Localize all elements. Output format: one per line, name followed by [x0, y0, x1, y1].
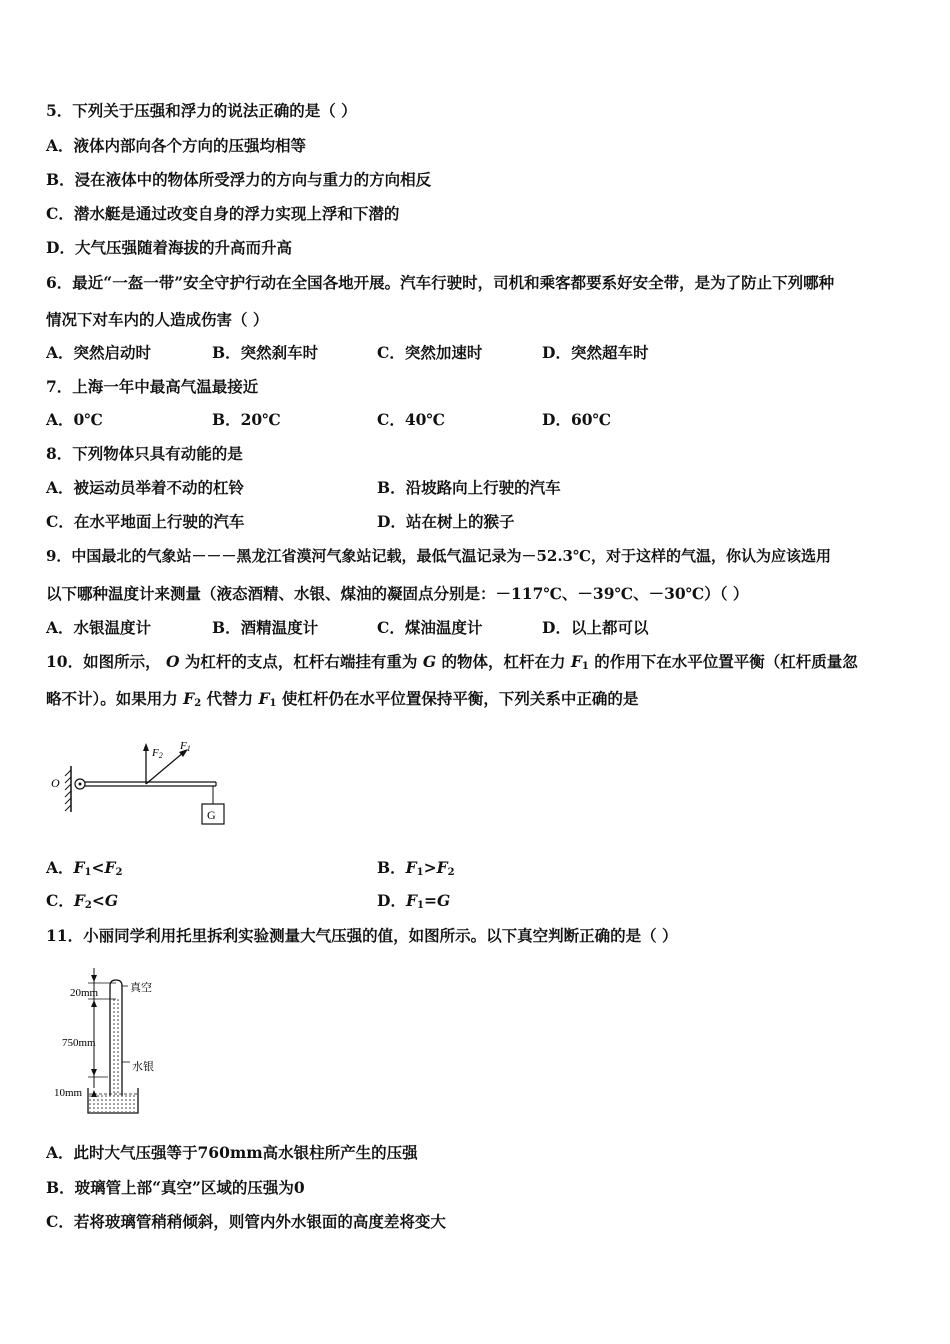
label-g: G [207, 808, 216, 822]
opt-var: F [104, 858, 116, 877]
q8-option-a: A．被运动员举着不动的杠铃 [46, 478, 245, 497]
label-750mm: 750mm [62, 1037, 96, 1049]
q10-option-a [46, 858, 123, 883]
opt-sub: 1 [416, 867, 424, 878]
label-10mm: 10mm [54, 1087, 83, 1099]
q7-option-a: A．0℃ [46, 410, 103, 429]
q10-var-g: G [422, 652, 437, 671]
q6-stem-line2: 情况下对车内的人造成伤害（ ） [46, 310, 269, 329]
q10-option-c [46, 891, 118, 916]
opt-rel: < [91, 891, 105, 910]
q10-var-f1b: F [258, 689, 270, 708]
q10-var-o: O [165, 652, 180, 671]
q5-stem: 5．下列关于压强和浮力的说法正确的是（ ） [46, 101, 357, 120]
q11-option-c: C．若将玻璃管稍稍倾斜，则管内外水银面的高度差将变大 [46, 1212, 446, 1231]
q7-option-d: D．60℃ [542, 410, 612, 429]
torricelli-diagram [48, 966, 178, 1126]
q8-option-d: D．站在树上的猴子 [377, 512, 515, 531]
q7-option-c: C．40℃ [377, 410, 445, 429]
q10-text-b: 为杠杆的支点，杠杆右端挂有重为 [184, 652, 418, 671]
opt-rel: = [423, 891, 437, 910]
q11-stem: 11．小丽同学利用托里拆利实验测量大气压强的值，如图所示。以下真空判断正确的是（ ） [46, 926, 678, 945]
arrow-mid-up [91, 1000, 97, 1007]
q11-option-a: A．此时大气压强等于760mm高水银柱所产生的压强 [46, 1143, 418, 1162]
arrow-f2-head [143, 743, 149, 751]
opt-var: F [73, 858, 85, 877]
q10-var-f1: F [570, 652, 582, 671]
q6-option-c: C．突然加速时 [377, 343, 483, 362]
q9-option-a: A．水银温度计 [46, 618, 152, 637]
q6-stem-line1: 6．最近“一盔一带”安全守护行动在全国各地开展。汽车行驶时，司机和乘客都要系好安全带，是为了防止下列哪种 [46, 273, 835, 292]
q5-option-c: C．潜水艇是通过改变自身的浮力实现上浮和下潜的 [46, 204, 400, 223]
label-mercury: 水银 [132, 1061, 154, 1073]
q8-option-c: C．在水平地面上行驶的汽车 [46, 512, 245, 531]
q6-option-b: B．突然刹车时 [212, 343, 319, 362]
lever-diagram [46, 734, 246, 834]
opt-sub: 1 [84, 867, 92, 878]
q10-text-a: 10．如图所示， [46, 652, 161, 671]
q5-option-d: D．大气压强随着海拔的升高而升高 [46, 238, 292, 257]
opt-var: F [405, 891, 417, 910]
q7-option-b: B．20℃ [212, 410, 281, 429]
opt-var: G [436, 891, 451, 910]
wall-hatch [65, 770, 71, 811]
q8-option-b: B．沿坡路向上行驶的汽车 [377, 478, 561, 497]
q9-stem-line1: 9．中国最北的气象站－－－黑龙江省漠河气象站记载，最低气温记录为－52.3℃，对于这样的气温，你认为应该选用 [46, 547, 831, 565]
q10-stem-line2 [46, 689, 638, 714]
arrow-mid-down [91, 1069, 97, 1076]
torricelli-figure [48, 966, 178, 1126]
opt-var: F [405, 858, 417, 877]
q10-sub-1: 1 [581, 661, 589, 672]
opt-letter: B． [377, 858, 406, 877]
q10-sub-1b: 1 [269, 698, 277, 709]
pivot-dot [79, 783, 82, 786]
opt-rel: < [91, 858, 105, 877]
q10-text-g: 使杠杆仍在水平位置保持平衡，下列关系中正确的是 [281, 689, 639, 708]
arrow-top [91, 975, 97, 982]
q5-option-a: A．液体内部向各个方向的压强均相等 [46, 136, 307, 155]
opt-var: F [73, 891, 85, 910]
q9-option-b: B．酒精温度计 [212, 618, 319, 637]
opt-letter: A． [46, 858, 74, 877]
opt-sub: 2 [84, 900, 92, 911]
opt-var: F [436, 858, 448, 877]
label-20mm: 20mm [70, 987, 99, 999]
opt-letter: D． [377, 891, 406, 910]
q8-stem: 8．下列物体只具有动能的是 [46, 444, 243, 463]
q10-option-d [377, 891, 450, 916]
q10-text-f: 代替力 [206, 689, 254, 708]
mercury-dish [89, 1094, 137, 1112]
lever-figure [46, 734, 246, 834]
q10-text-c: 的物体，杠杆在力 [441, 652, 566, 671]
opt-sub: 2 [447, 867, 455, 878]
q10-stem-line1 [46, 652, 858, 677]
label-o: O [51, 776, 60, 790]
q9-option-d: D．以上都可以 [542, 618, 649, 637]
q11-option-b: B．玻璃管上部“真空”区域的压强为0 [46, 1178, 305, 1197]
q5-option-b: B．浸在液体中的物体所受浮力的方向与重力的方向相反 [46, 170, 432, 189]
q10-sub-2: 2 [194, 698, 202, 709]
mercury-column [111, 999, 121, 1096]
q10-text-e: 略不计）。如果用力 [46, 689, 178, 708]
opt-letter: C． [46, 891, 74, 910]
q9-stem-line2: 以下哪种温度计来测量（液态酒精、水银、煤油的凝固点分别是：－117℃、－39℃、－30℃）（ ） [46, 584, 749, 603]
label-vacuum: 真空 [130, 982, 152, 994]
q10-var-f2: F [183, 689, 195, 708]
q6-option-d: D．突然超车时 [542, 343, 649, 362]
opt-rel: > [423, 858, 437, 877]
q10-text-d: 的作用下在水平位置平衡（杠杆质量忽 [594, 652, 858, 671]
q7-stem: 7．上海一年中最高气温最接近 [46, 377, 259, 396]
opt-sub: 1 [416, 900, 424, 911]
q6-option-a: A．突然启动时 [46, 343, 152, 362]
q9-option-c: C．煤油温度计 [377, 618, 483, 637]
label-f2: F2 [152, 747, 163, 760]
opt-sub: 2 [115, 867, 123, 878]
q10-option-b [377, 858, 455, 883]
label-f1: F1 [180, 740, 191, 753]
opt-var: G [104, 891, 119, 910]
